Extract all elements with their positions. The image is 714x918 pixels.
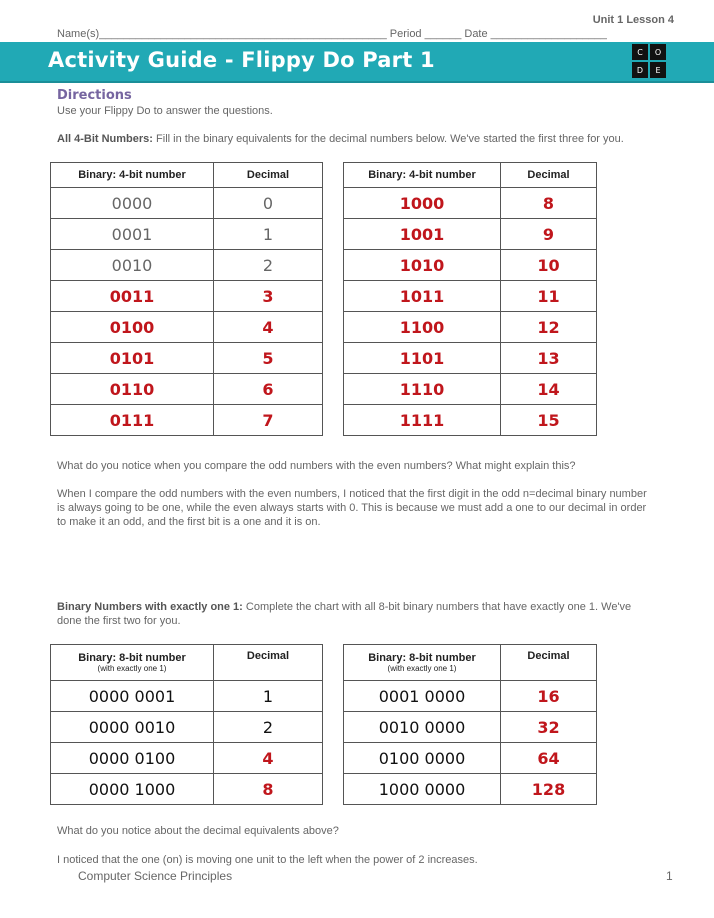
column-header-binary-text: Binary: 8-bit number bbox=[78, 652, 186, 664]
binary-cell: 0100 bbox=[51, 312, 214, 343]
binary-cell: 0000 bbox=[51, 188, 214, 219]
decimal-cell: 128 bbox=[501, 774, 597, 805]
binary-cell: 1111 bbox=[344, 405, 501, 436]
column-header-binary: Binary: 4-bit number bbox=[51, 163, 214, 188]
eight-bit-table-left bbox=[50, 644, 323, 805]
logo-letter: D bbox=[632, 62, 648, 78]
column-header-binary: Binary: 4-bit number bbox=[344, 163, 501, 188]
binary-cell: 1000 0000 bbox=[344, 774, 501, 805]
binary-cell: 1100 bbox=[344, 312, 501, 343]
table-row bbox=[51, 405, 323, 436]
decimal-cell: 6 bbox=[214, 374, 323, 405]
eight-bit-table-left-body bbox=[51, 681, 323, 805]
table-row bbox=[51, 312, 323, 343]
four-bit-table-right-body bbox=[344, 188, 597, 436]
decimal-cell: 9 bbox=[501, 219, 597, 250]
eight-bit-table-right-body bbox=[344, 681, 597, 805]
binary-cell: 0010 0000 bbox=[344, 712, 501, 743]
decimal-cell: 7 bbox=[214, 405, 323, 436]
decimal-cell: 12 bbox=[501, 312, 597, 343]
table-row bbox=[51, 281, 323, 312]
binary-cell: 0110 bbox=[51, 374, 214, 405]
decimal-cell: 2 bbox=[214, 712, 323, 743]
decimal-cell: 8 bbox=[501, 188, 597, 219]
decimal-cell: 4 bbox=[214, 312, 323, 343]
table-row bbox=[51, 681, 323, 712]
directions-heading: Directions bbox=[57, 88, 132, 103]
column-header-binary-sub: (with exactly one 1) bbox=[387, 664, 457, 673]
table-row bbox=[344, 374, 597, 405]
column-header-decimal: Decimal bbox=[214, 645, 323, 681]
logo-letter: C bbox=[632, 44, 648, 60]
table-row bbox=[344, 743, 597, 774]
question-odd-even: What do you notice when you compare the odd numbers with the even numbers? What might explain this? bbox=[57, 460, 576, 472]
question-decimal-equivalents: What do you notice about the decimal equivalents above? bbox=[57, 825, 339, 837]
binary-cell: 0011 bbox=[51, 281, 214, 312]
eight-bit-table-right bbox=[343, 644, 597, 805]
decimal-cell: 14 bbox=[501, 374, 597, 405]
binary-cell: 1010 bbox=[344, 250, 501, 281]
decimal-cell: 1 bbox=[214, 219, 323, 250]
decimal-cell: 3 bbox=[214, 281, 323, 312]
four-bit-table-left bbox=[50, 162, 323, 436]
footer-course: Computer Science Principles bbox=[78, 869, 233, 883]
column-header-binary-sub: (with exactly one 1) bbox=[97, 664, 167, 673]
decimal-cell: 1 bbox=[214, 681, 323, 712]
column-header-binary-text: Binary: 8-bit number bbox=[368, 652, 476, 664]
table-row bbox=[344, 281, 597, 312]
binary-cell: 0000 0001 bbox=[51, 681, 214, 712]
table-row bbox=[344, 712, 597, 743]
table-row bbox=[344, 219, 597, 250]
lesson-label: Unit 1 Lesson 4 bbox=[592, 14, 674, 26]
section2-label: Binary Numbers with exactly one 1: bbox=[57, 601, 243, 613]
binary-cell: 1101 bbox=[344, 343, 501, 374]
table-row bbox=[51, 250, 323, 281]
name-period-date-line: Name(s)_______________________________________________ Period ______ Date ___________________ bbox=[57, 28, 607, 40]
four-bit-table-right bbox=[343, 162, 597, 436]
column-header-binary bbox=[51, 645, 214, 681]
decimal-cell: 15 bbox=[501, 405, 597, 436]
table-row bbox=[344, 188, 597, 219]
column-header-binary bbox=[344, 645, 501, 681]
decimal-cell: 13 bbox=[501, 343, 597, 374]
section1-label: All 4-Bit Numbers: bbox=[57, 133, 153, 145]
decimal-cell: 2 bbox=[214, 250, 323, 281]
binary-cell: 1011 bbox=[344, 281, 501, 312]
logo-letter: O bbox=[650, 44, 666, 60]
table-row bbox=[344, 250, 597, 281]
table-row bbox=[51, 374, 323, 405]
decimal-cell: 64 bbox=[501, 743, 597, 774]
table-row bbox=[344, 343, 597, 374]
column-header-decimal: Decimal bbox=[214, 163, 323, 188]
decimal-cell: 16 bbox=[501, 681, 597, 712]
logo-letter: E bbox=[650, 62, 666, 78]
section1-instruction bbox=[57, 132, 687, 146]
column-header-decimal: Decimal bbox=[501, 645, 597, 681]
table-row bbox=[51, 188, 323, 219]
table-row bbox=[344, 312, 597, 343]
code-logo bbox=[632, 44, 666, 78]
section2-instruction-text: Complete the chart with all 8-bit binary numbers that have exactly one 1. We've done the first two for you. bbox=[57, 601, 632, 627]
decimal-cell: 11 bbox=[501, 281, 597, 312]
decimal-cell: 4 bbox=[214, 743, 323, 774]
decimal-cell: 8 bbox=[214, 774, 323, 805]
table-row bbox=[344, 681, 597, 712]
binary-cell: 0000 0100 bbox=[51, 743, 214, 774]
decimal-cell: 5 bbox=[214, 343, 323, 374]
table-row bbox=[344, 405, 597, 436]
decimal-cell: 32 bbox=[501, 712, 597, 743]
binary-cell: 1001 bbox=[344, 219, 501, 250]
column-header-decimal: Decimal bbox=[501, 163, 597, 188]
table-row bbox=[51, 219, 323, 250]
section1-instruction-text: Fill in the binary equivalents for the decimal numbers below. We've started the first three for you. bbox=[156, 133, 624, 145]
table-row bbox=[51, 712, 323, 743]
answer-odd-even: When I compare the odd numbers with the even numbers, I noticed that the first digit in the odd n=decimal binary number is always going to be one, while the even always starts with 0. This is because we must add a one to our decimal in order to make it an odd, and the first bit is a one and it is on. bbox=[57, 488, 647, 528]
four-bit-table-left-body bbox=[51, 188, 323, 436]
binary-cell: 0000 1000 bbox=[51, 774, 214, 805]
binary-cell: 0101 bbox=[51, 343, 214, 374]
section2-instruction bbox=[57, 600, 657, 628]
footer-page-number: 1 bbox=[666, 869, 673, 883]
binary-cell: 0000 0010 bbox=[51, 712, 214, 743]
binary-cell: 1000 bbox=[344, 188, 501, 219]
decimal-cell: 10 bbox=[501, 250, 597, 281]
table-row bbox=[51, 343, 323, 374]
decimal-cell: 0 bbox=[214, 188, 323, 219]
binary-cell: 0001 bbox=[51, 219, 214, 250]
table-row bbox=[344, 774, 597, 805]
answer-decimal-equivalents: I noticed that the one (on) is moving one unit to the left when the power of 2 increases. bbox=[57, 854, 478, 866]
directions-text: Use your Flippy Do to answer the questions. bbox=[57, 105, 273, 117]
binary-cell: 0001 0000 bbox=[344, 681, 501, 712]
binary-cell: 0111 bbox=[51, 405, 214, 436]
table-row bbox=[51, 774, 323, 805]
page-title: Activity Guide - Flippy Do Part 1 bbox=[48, 48, 435, 72]
binary-cell: 1110 bbox=[344, 374, 501, 405]
table-row bbox=[51, 743, 323, 774]
binary-cell: 0010 bbox=[51, 250, 214, 281]
binary-cell: 0100 0000 bbox=[344, 743, 501, 774]
